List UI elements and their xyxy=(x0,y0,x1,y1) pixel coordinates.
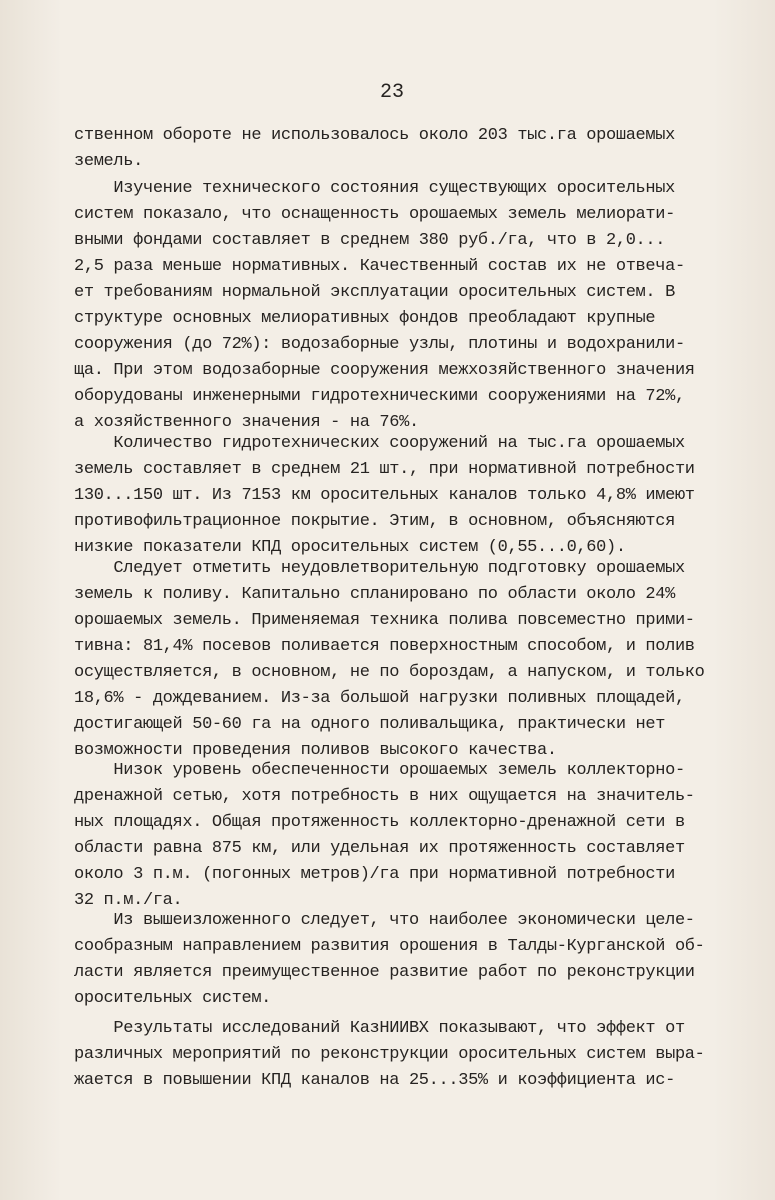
text-line: земель составляет в среднем 21 шт., при нормативной потребности xyxy=(74,460,695,479)
text-line: ща. При этом водозаборные сооружения межхозяйственного значения xyxy=(74,361,695,380)
text-line: тивна: 81,4% посевов поливается поверхностным способом, и полив xyxy=(74,637,695,656)
text-line: 2,5 раза меньше нормативных. Качественный состав их не отвеча- xyxy=(74,257,685,276)
text-line: земель к поливу. Капитально спланировано по области около 24% xyxy=(74,585,675,604)
text-line: сооружения (до 72%): водозаборные узлы, плотины и водохранили- xyxy=(74,335,685,354)
text-line: 32 п.м./га. xyxy=(74,891,183,910)
text-line: жается в повышении КПД каналов на 25...35% и коэффициента ис- xyxy=(74,1071,675,1090)
text-line: а хозяйственного значения - на 76%. xyxy=(74,413,419,432)
text-line: Следует отметить неудовлетворительную подготовку орошаемых xyxy=(74,559,685,578)
paragraph-2 xyxy=(74,176,714,436)
text-line: дренажной сетью, хотя потребность в них ощущается на значитель- xyxy=(74,787,695,806)
text-line: различных мероприятий по реконструкции оросительных систем выра- xyxy=(74,1045,705,1064)
paragraph-4 xyxy=(74,556,714,764)
text-line: оросительных систем. xyxy=(74,989,272,1008)
text-line: Изучение технического состояния существующих оросительных xyxy=(74,179,675,198)
text-line: ласти является преимущественное развитие работ по реконструкции xyxy=(74,963,695,982)
paragraph-6 xyxy=(74,908,714,1012)
text-line: Количество гидротехнических сооружений на тыс.га орошаемых xyxy=(74,434,685,453)
text-line: низкие показатели КПД оросительных систем (0,55...0,60). xyxy=(74,538,626,557)
text-line: области равна 875 км, или удельная их протяженность составляет xyxy=(74,839,685,858)
text-line: противофильтрационное покрытие. Этим, в основном, объясняются xyxy=(74,512,675,531)
text-line: земель. xyxy=(74,152,143,171)
page-number: 23 xyxy=(379,81,404,104)
paragraph-7 xyxy=(74,1016,714,1094)
text-line: осуществляется, в основном, не по бороздам, а напуском, и только xyxy=(74,663,705,682)
text-line: 130...150 шт. Из 7153 км оросительных каналов только 4,8% имеют xyxy=(74,486,695,505)
paragraph-5 xyxy=(74,758,714,914)
text-line: ных площадях. Общая протяженность коллекторно-дренажной сети в xyxy=(74,813,685,832)
text-line: возможности проведения поливов высокого качества. xyxy=(74,741,557,760)
text-line: Низок уровень обеспеченности орошаемых земель коллекторно- xyxy=(74,761,685,780)
text-line: оборудованы инженерными гидротехническими сооружениями на 72%, xyxy=(74,387,685,406)
text-line: сообразным направлением развития орошения в Талды-Курганской об- xyxy=(74,937,705,956)
paragraph-3 xyxy=(74,431,714,561)
paragraph-1 xyxy=(74,123,714,175)
text-line: 18,6% - дождеванием. Из-за большой нагрузки поливных площадей, xyxy=(74,689,685,708)
text-line: вными фондами составляет в среднем 380 руб./га, что в 2,0... xyxy=(74,231,666,250)
text-line: структуре основных мелиоративных фондов преобладают крупные xyxy=(74,309,656,328)
text-line: орошаемых земель. Применяемая техника полива повсеместно прими- xyxy=(74,611,695,630)
text-line: Из вышеизложенного следует, что наиболее экономически целе- xyxy=(74,911,695,930)
text-line: достигающей 50-60 га на одного поливальщика, практически нет xyxy=(74,715,666,734)
text-line: систем показало, что оснащенность орошаемых земель мелиорати- xyxy=(74,205,675,224)
text-line: ственном обороте не использовалось около 203 тыс.га орошаемых xyxy=(74,126,675,145)
text-line: ет требованиям нормальной эксплуатации оросительных систем. В xyxy=(74,283,675,302)
text-line: около 3 п.м. (погонных метров)/га при нормативной потребности xyxy=(74,865,675,884)
text-line: Результаты исследований КазНИИВХ показывают, что эффект от xyxy=(74,1019,685,1038)
